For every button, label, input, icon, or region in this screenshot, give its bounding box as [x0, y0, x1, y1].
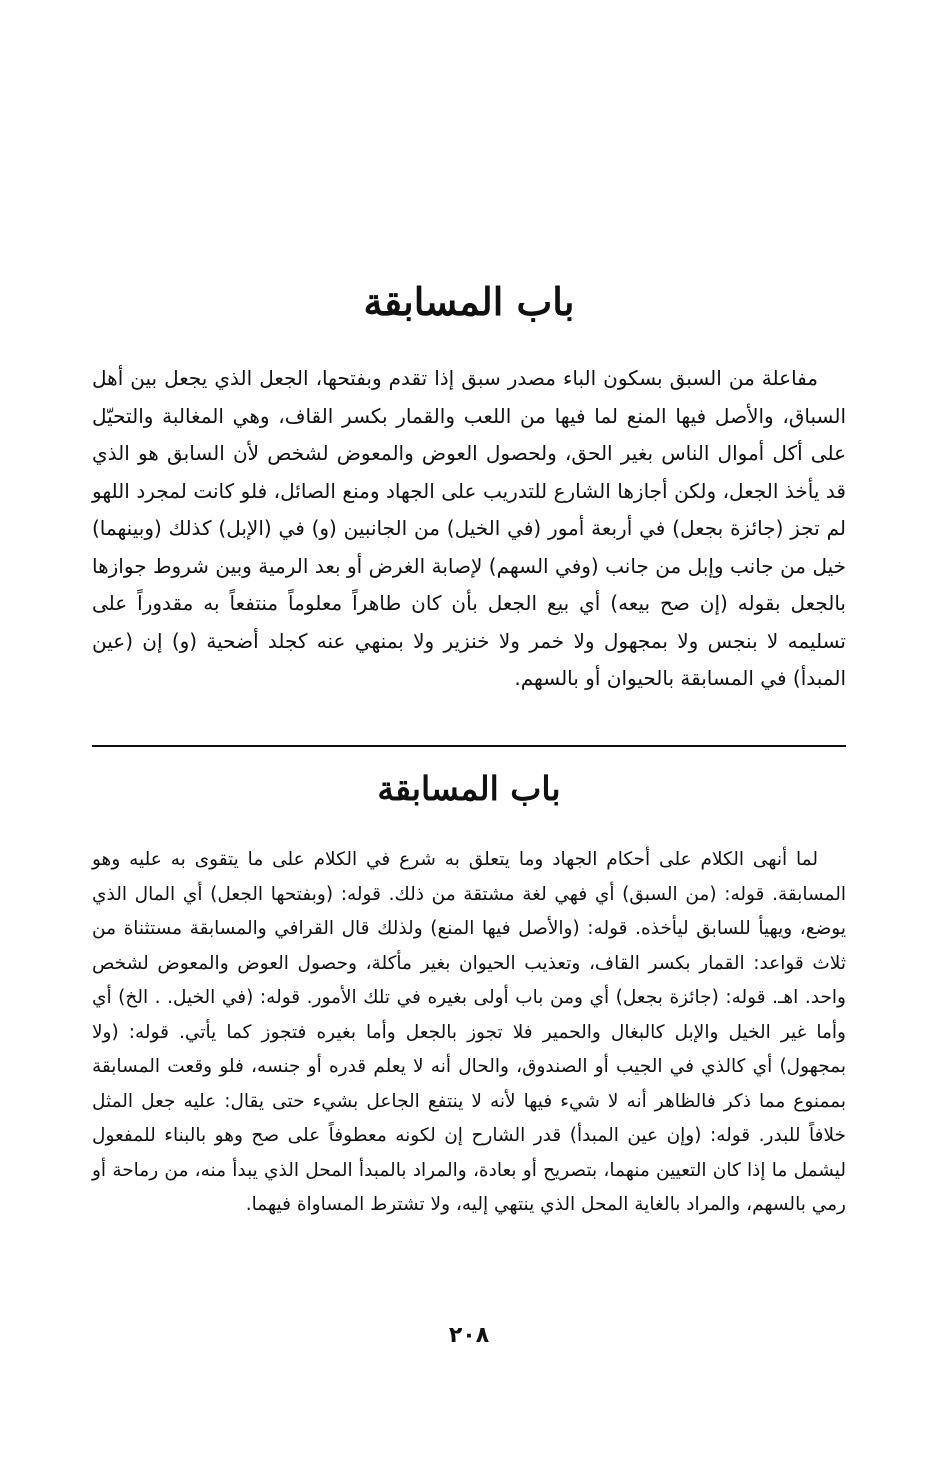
- main-text-content: مفاعلة من السبق بسكون الباء مصدر سبق إذا تقدم وبفتحها، الجعل الذي يجعل بين أهل السباق، والأصل فيها المنع لما فيها من اللعب والقمار بكسر القاف، وهي المغالبة والتحيّل على أكل أموال الناس بغير الحق، ولحصول العوض والمعوض لشخص لأن السابق هو الذي قد يأخذ الجعل، ولكن أجازها الشارع للتدريب على الجهاد ومنع الصائل، فلو كانت لمجرد اللهو لم تجز (جائزة بجعل) في أربعة أمور (في الخيل) من الجانبين (و) في (الإبل) كذلك (وبينهما) خيل من جانب وإبل من جانب (وفي السهم) لإصابة الغرض أو بعد الرمية وبين شروط جوازها بالجعل بقوله (إن صح بيعه) أي بيع الجعل بأن كان طاهراً معلوماً منتفعاً به مقدوراً على تسليمه لا بنجس ولا بمجهول ولا خمر ولا خنزير ولا بمنهي عنه كجلد أضحية (و) إن (عين المبدأ) في المسابقة بالحيوان أو بالسهم.: [92, 366, 846, 690]
- main-chapter-title: باب المسابقة: [363, 279, 575, 324]
- main-text-paragraph: [92, 360, 846, 698]
- commentary-chapter-title: باب المسابقة: [377, 769, 561, 808]
- commentary-text-content: لما أنهى الكلام على أحكام الجهاد وما يتعلق به شرع في الكلام على ما يتقوى به عليه وهو المسابقة. قوله: (من السبق) أي فهي لغة مشتقة من ذلك. قوله: (وبفتحها الجعل) أي المال الذي يوضع، ويهيأ للسابق ليأخذه. قوله: (والأصل فيها المنع) ولذلك قال القرافي والمسابقة مستثناة من ثلاث قواعد: القمار بكسر القاف، وتعذيب الحيوان بغير مأكلة، وحصول العوض والمعوض لشخص واحد. اهـ. قوله: (جائزة بجعل) أي ومن باب أولى بغيره في تلك الأمور. قوله: (في الخيل. . الخ) أي وأما غير الخيل والإبل كالبغال والحمير فلا تجوز بالجعل وأما بغيره فتجوز كما يأتي. قوله: (ولا بمجهول) أي كالذي في الجيب أو الصندوق، والحال أنه لا يعلم قدره أو جنسه، فلو وقعت المسابقة بممنوع مما ذكر فالظاهر أنه لا شيء فيها لأنه لا ينتفع الجاعل بشيء حتى يقال: عليه جعل المثل خلافاً للبدر. قوله: (وإن عين المبدأ) قدر الشارح إن لكونه معطوفاً على صح وهو بالبناء للمفعول ليشمل ما إذا كان التعيين منهما، بتصريح أو بعادة، والمراد بالمبدأ المحل الذي يبدأ منه، من رماحة أو رمي بالسهم، والمراد بالغاية المحل الذي ينتهي إليه، ولا تشترط المساواة فيهما.: [92, 849, 846, 1215]
- commentary-text-paragraph: [92, 843, 846, 1223]
- section-divider: [92, 745, 846, 747]
- book-page: [92, 0, 846, 1469]
- page-number: ٢٠٨: [448, 1323, 490, 1348]
